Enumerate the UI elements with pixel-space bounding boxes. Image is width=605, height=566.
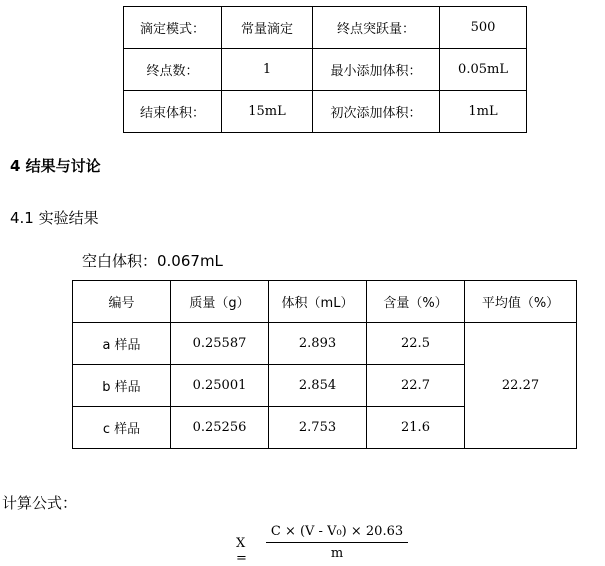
param-value: 常量滴定 <box>222 7 313 49</box>
formula-label: 计算公式： <box>2 494 78 512</box>
blank-volume-text: 空白体积：0.067mL <box>82 252 223 270</box>
table-header-row <box>73 281 577 323</box>
header-volume: 体积（mL） <box>269 281 367 323</box>
subsection-heading: 4.1 实验结果 <box>10 209 99 227</box>
section-heading: 4 结果与讨论 <box>10 157 101 175</box>
param-label: 结束体积： <box>124 91 222 133</box>
sample-volume: 2.854 <box>269 365 367 407</box>
header-mass: 质量（g） <box>171 281 269 323</box>
sample-mass: 0.25587 <box>171 323 269 365</box>
header-average: 平均值（%） <box>465 281 577 323</box>
formula-lhs: X = <box>236 536 247 566</box>
titration-params-table <box>123 6 527 133</box>
param-label: 终点数： <box>124 49 222 91</box>
table-row <box>124 91 527 133</box>
header-content: 含量（%） <box>367 281 465 323</box>
param-value: 500 <box>440 7 527 49</box>
formula-denominator: m <box>330 546 344 561</box>
param-value: 1 <box>222 49 313 91</box>
sample-id: c 样品 <box>73 407 171 449</box>
param-label: 最小添加体积： <box>313 49 440 91</box>
param-label: 初次添加体积： <box>313 91 440 133</box>
formula-fraction <box>266 524 408 561</box>
param-label: 终点突跃量： <box>313 7 440 49</box>
sample-content: 22.7 <box>367 365 465 407</box>
table-row <box>124 7 527 49</box>
table-row <box>73 323 577 365</box>
sample-id: b 样品 <box>73 365 171 407</box>
sample-content: 22.5 <box>367 323 465 365</box>
sample-mass: 0.25256 <box>171 407 269 449</box>
param-value: 1mL <box>440 91 527 133</box>
sample-content: 21.6 <box>367 407 465 449</box>
param-value: 15mL <box>222 91 313 133</box>
sample-volume: 2.893 <box>269 323 367 365</box>
formula-numerator: C × (V - V₀) × 20.63 <box>266 524 408 543</box>
table-row <box>124 49 527 91</box>
average-value: 22.27 <box>465 323 577 449</box>
sample-id: a 样品 <box>73 323 171 365</box>
sample-volume: 2.753 <box>269 407 367 449</box>
results-table <box>72 280 577 449</box>
param-label: 滴定模式： <box>124 7 222 49</box>
header-id: 编号 <box>73 281 171 323</box>
param-value: 0.05mL <box>440 49 527 91</box>
sample-mass: 0.25001 <box>171 365 269 407</box>
